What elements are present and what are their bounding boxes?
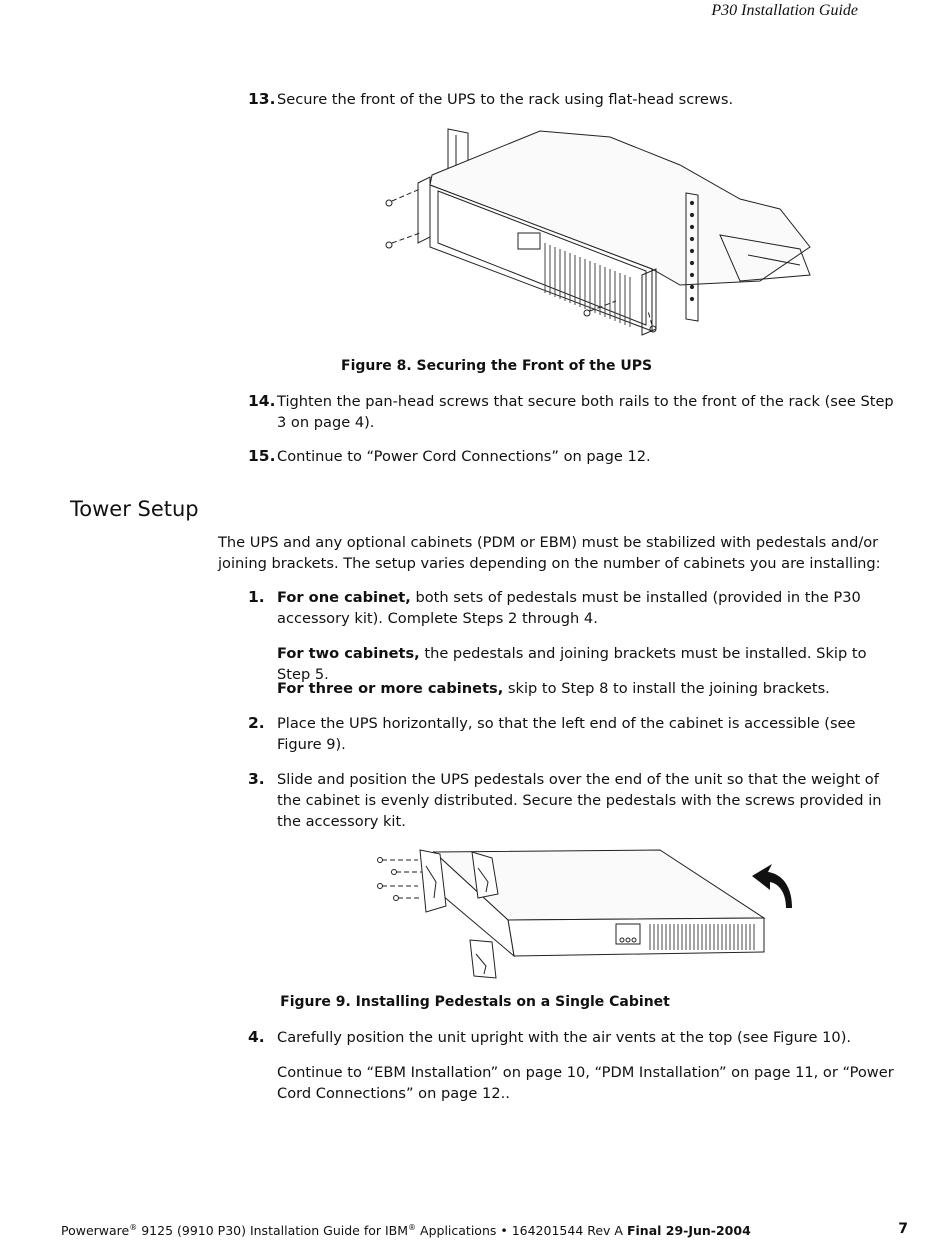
footer-reg-mark-2: ® bbox=[408, 1223, 417, 1232]
rotate-arrow-icon bbox=[752, 864, 792, 908]
step-13 bbox=[248, 89, 898, 110]
figure-8-ups-rack-illustration bbox=[380, 125, 820, 355]
step-2 bbox=[248, 713, 898, 755]
intro-paragraph: The UPS and any optional cabinets (PDM or EBM) must be stabilized with pedestals and/or joining brackets. The setup varies depending on the number of cabinets you are installing: bbox=[218, 534, 881, 572]
step-4 bbox=[248, 1027, 898, 1048]
step-1 bbox=[248, 587, 898, 629]
step-14 bbox=[248, 391, 898, 433]
step-4-continue: Continue to “EBM Installation” on page 10, “PDM Installation” on page 11, or “Power Cord Connections” on page 12.. bbox=[277, 1064, 894, 1102]
step-text: Slide and position the UPS pedestals over the end of the unit so that the weight of the cabinet is evenly distributed. Secure the pedestals with the screws provided in the accessory kit. bbox=[277, 771, 882, 830]
step-number: 1. bbox=[248, 588, 265, 606]
step-text: Continue to “Power Cord Connections” on page 12. bbox=[277, 448, 651, 465]
footer-brand: Powerware bbox=[61, 1223, 130, 1239]
three-cabinets-bold: For three or more cabinets, bbox=[277, 680, 504, 697]
step-text: Tighten the pan-head screws that secure both rails to the front of the rack (see Step 3 on page 4). bbox=[277, 393, 894, 431]
footer-reg-mark: ® bbox=[129, 1223, 138, 1232]
figure-8-caption: Figure 8. Securing the Front of the UPS bbox=[341, 358, 653, 374]
step-number: 4. bbox=[248, 1028, 265, 1046]
step-text bbox=[277, 587, 898, 629]
page-footer bbox=[61, 1223, 751, 1238]
step-15 bbox=[248, 446, 898, 467]
two-cabinets-bold: For two cabinets, bbox=[277, 645, 420, 662]
page-number: 7 bbox=[898, 1221, 908, 1237]
step-3 bbox=[248, 769, 898, 832]
step-1-text-a: both sets of pedestals must be installed (provided in the P30 accessory kit). Complete Steps 2 through 4. bbox=[277, 589, 861, 627]
step-number: 2. bbox=[248, 714, 265, 732]
footer-text-2: Applications • 164201544 Rev A bbox=[416, 1223, 627, 1239]
footer-final-date: Final 29-Jun-2004 bbox=[626, 1223, 751, 1239]
step-text: Secure the front of the UPS to the rack using flat-head screws. bbox=[277, 91, 734, 108]
step-1-bold-lead: For one cabinet, bbox=[277, 589, 411, 606]
step-text: Carefully position the unit upright with the air vents at the top (see Figure 10). bbox=[277, 1029, 852, 1046]
three-cabinets-text: skip to Step 8 to install the joining brackets. bbox=[503, 680, 830, 697]
running-header: P30 Installation Guide bbox=[711, 2, 858, 19]
footer-text-1: 9125 (9910 P30) Installation Guide for IBM bbox=[137, 1223, 409, 1239]
step-1-three-cabinets bbox=[277, 678, 897, 699]
section-heading-tower-setup: Tower Setup bbox=[70, 497, 199, 521]
step-text: Place the UPS horizontally, so that the left end of the cabinet is accessible (see Figure 9). bbox=[277, 715, 856, 753]
step-number: 15. bbox=[248, 447, 276, 465]
step-number: 14. bbox=[248, 392, 276, 410]
two-cabinets-text: the pedestals and joining brackets must be installed. Skip to Step 5. bbox=[277, 645, 867, 683]
step-number: 3. bbox=[248, 770, 265, 788]
step-number: 13. bbox=[248, 90, 276, 108]
figure-9-pedestal-illustration bbox=[374, 846, 804, 986]
figure-9-caption: Figure 9. Installing Pedestals on a Single Cabinet bbox=[280, 994, 670, 1010]
